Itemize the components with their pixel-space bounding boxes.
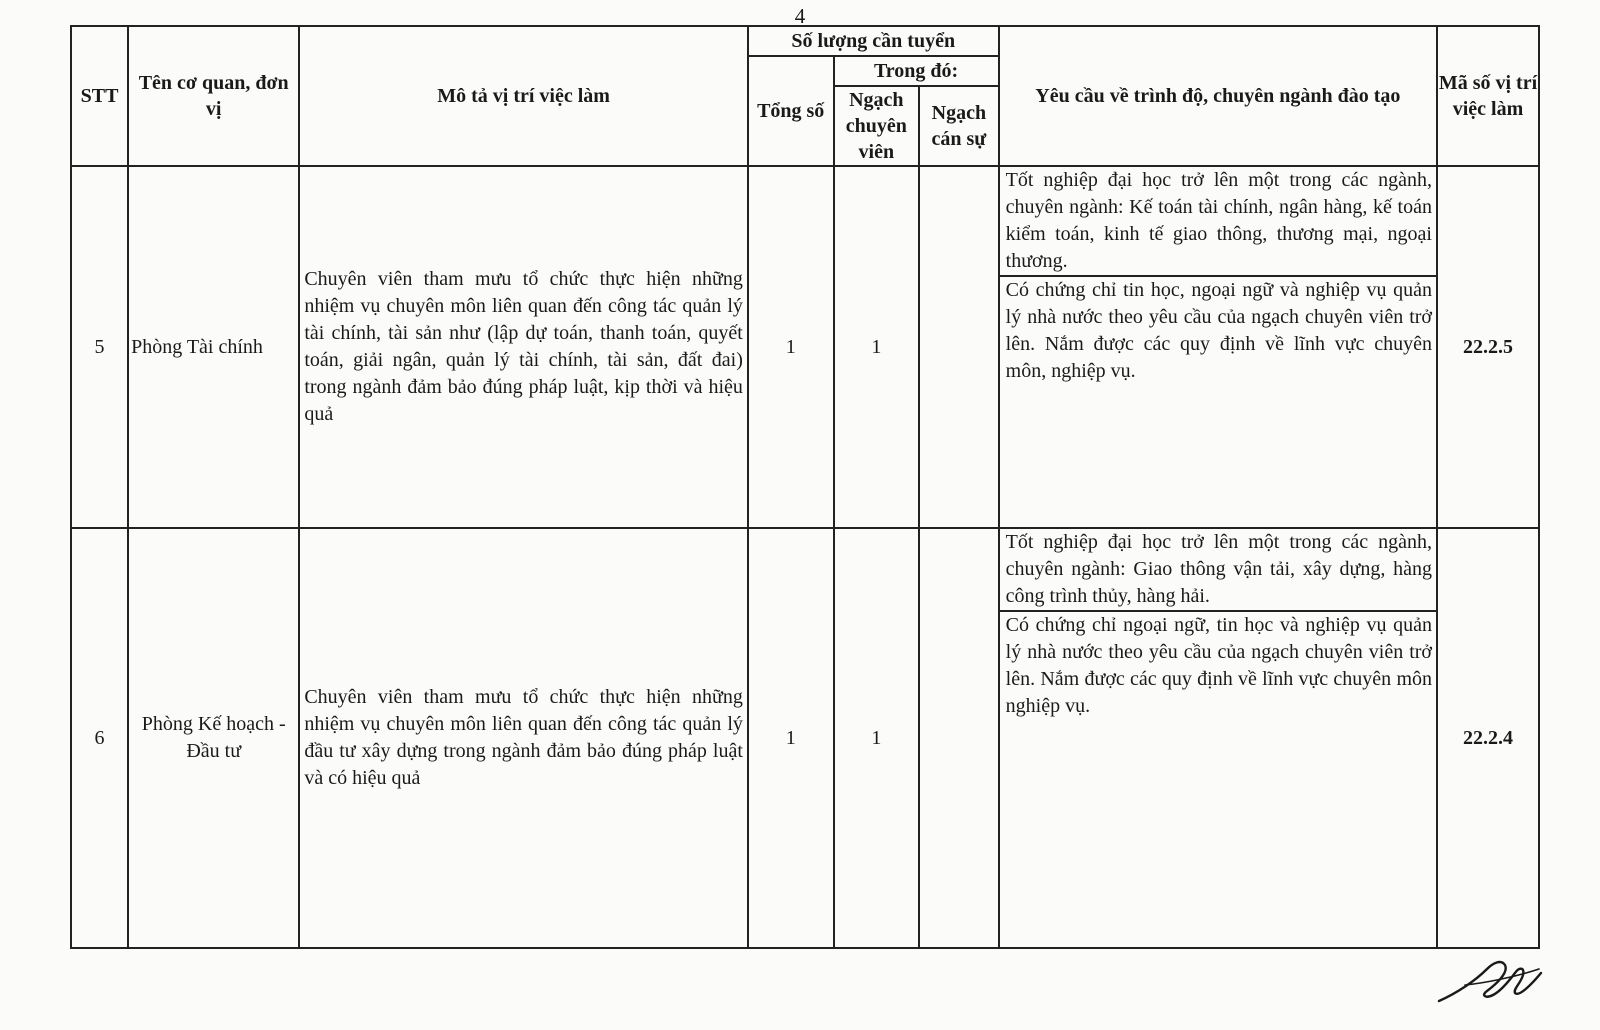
row-total: 1 [748, 166, 834, 528]
header-code: Mã số vị trí việc làm [1437, 26, 1539, 166]
row-unit: Phòng Tài chính [128, 166, 299, 528]
row-description: Chuyên viên tham mưu tổ chức thực hiện những nhiệm vụ chuyên môn liên quan đến công tác quản lý đầu tư xây dựng trong ngành đảm bảo đúng pháp luật và có hiệu quả [299, 528, 748, 948]
header-of-which: Trong đó: [834, 56, 999, 86]
header-quantity-group: Số lượng cần tuyển [748, 26, 999, 56]
row-officer [919, 166, 999, 528]
header-total: Tổng số [748, 56, 834, 166]
header-stt: STT [71, 26, 128, 166]
header-unit: Tên cơ quan, đơn vị [128, 26, 299, 166]
requirement-education: Tốt nghiệp đại học trở lên một trong các ngành, chuyên ngành: Giao thông vận tải, xây dựng, hàng công trình thủy, hàng hải. [1005, 531, 1432, 607]
row-code: 22.2.5 [1437, 166, 1539, 528]
row-specialist: 1 [834, 528, 920, 948]
row-requirements [999, 528, 1437, 948]
requirement-certificates: Có chứng chỉ tin học, ngoại ngữ và nghiệp vụ quản lý nhà nước theo yêu cầu của ngạch chuyên viên trở lên. Nắm được các quy định về lĩnh vực chuyên môn, nghiệp vụ. [1000, 275, 1436, 385]
header-requirements: Yêu cầu về trình độ, chuyên ngành đào tạo [999, 26, 1437, 166]
requirement-certificates: Có chứng chỉ ngoại ngữ, tin học và nghiệp vụ quản lý nhà nước theo yêu cầu của ngạch chuyên viên trở lên. Nắm được các quy định về lĩnh vực chuyên môn nghiệp vụ. [1000, 610, 1436, 720]
signature-initials [1435, 955, 1545, 1005]
row-officer [919, 528, 999, 948]
row-specialist: 1 [834, 166, 920, 528]
recruitment-table [70, 25, 1540, 949]
row-code: 22.2.4 [1437, 528, 1539, 948]
table-row [71, 528, 1539, 948]
row-requirements [999, 166, 1437, 528]
row-description: Chuyên viên tham mưu tổ chức thực hiện những nhiệm vụ chuyên môn liên quan đến công tác quản lý tài chính, tài sản như (lập dự toán, thanh toán, quyết toán, giải ngân, quản lý tài chính, tài sản, đất đai) trong ngành đảm bảo đúng pháp luật, kịp thời và hiệu quả [299, 166, 748, 528]
header-specialist: Ngạch chuyên viên [834, 86, 920, 166]
header-officer: Ngạch cán sự [919, 86, 999, 166]
header-description: Mô tả vị trí việc làm [299, 26, 748, 166]
page-number: 4 [794, 4, 806, 28]
row-stt: 6 [71, 528, 128, 948]
requirement-education: Tốt nghiệp đại học trở lên một trong các ngành, chuyên ngành: Kế toán tài chính, ngân hàng, kế toán kiểm toán, kinh tế giao thông, thương mại, ngoại thương. [1005, 169, 1432, 272]
table-row [71, 166, 1539, 528]
row-stt: 5 [71, 166, 128, 528]
row-total: 1 [748, 528, 834, 948]
row-unit: Phòng Kế hoạch - Đầu tư [128, 528, 299, 948]
table-header [71, 26, 1539, 166]
